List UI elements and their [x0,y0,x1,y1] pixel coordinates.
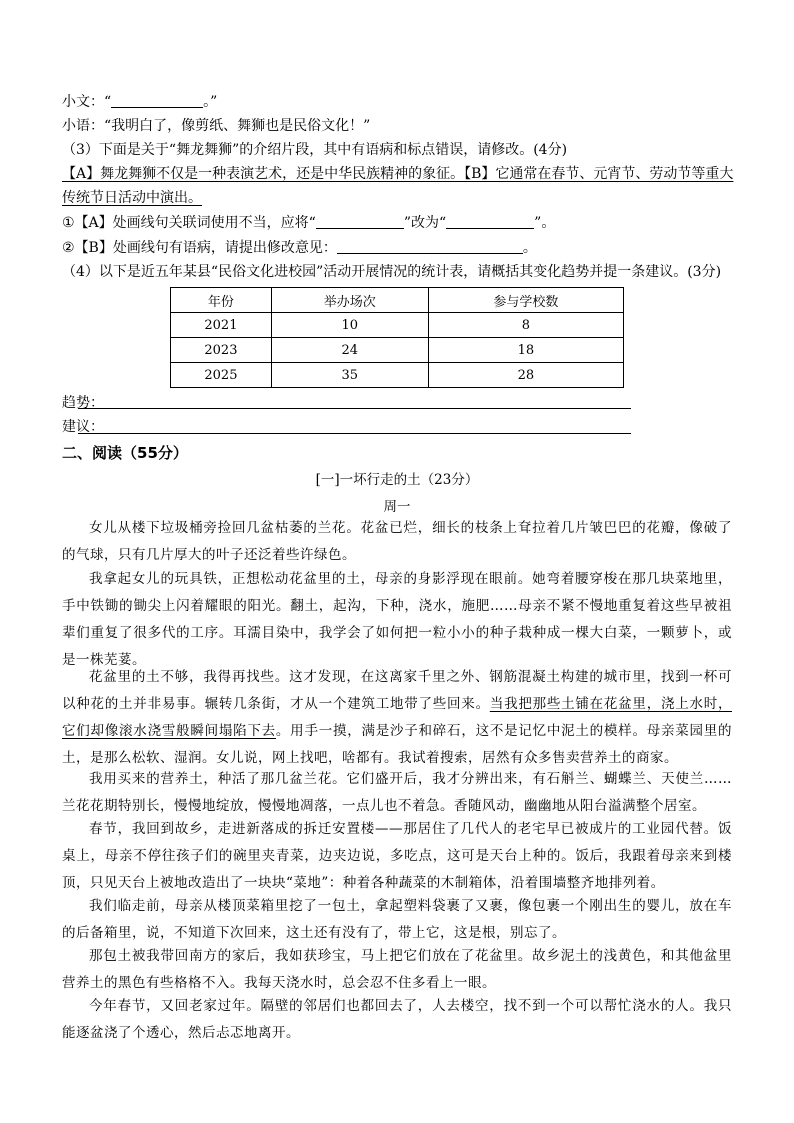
table-cell: 2025 [171,363,272,388]
article-title: [一]一坏行走的土（23分） [315,472,479,488]
xiaowen-line [62,92,217,112]
q3-a-mid: ”改为“ [403,215,447,231]
q3-a-line [62,213,555,233]
suggest-label: 建议： [62,419,104,435]
table-cell: 2021 [171,313,272,338]
table-cell: 8 [428,313,623,338]
table-cell: 35 [271,363,428,388]
table-row [171,313,624,338]
q3-b-end: 。 [522,240,537,256]
stats-table [170,287,624,388]
q3-title: （3）下面是关于“舞龙舞狮”的介绍片段，其中有语病和标点错误，请修改。(4分) [62,142,568,158]
article-paragraph-7: 那包土被我带回南方的家后，我如获珍宝，马上把它们放在了花盆里。故乡泥土的浅黄色，和其他盆里营养土的黑色有些格格不入。我每天浇水时，总会忍不住多看上一眼。 [62,948,732,991]
table-header-cell: 年份 [171,288,272,313]
xiaowen-end: 。” [203,94,218,110]
q3-b-blank[interactable] [337,239,523,254]
p3-text-b: 。用手一摸，满是沙子和碎石，这不是记忆中泥土的模样。母亲菜园里的土，是那么松软、湿润。女儿说，网上找吧，啥都有。我试着搜索，居然有众多售卖营养土的商家。 [62,723,733,766]
xiaowen-text: 小文：“ [62,94,112,110]
article-paragraph-1: 女儿从楼下垃圾桶旁捡回几盆枯萎的兰花。花盆已烂，细长的枝条上耷拉着几片皱巴巴的花瓣，像破了的气球，只有几片厚大的叶子还泛着些许绿色。 [62,520,732,563]
table-row [171,338,624,363]
q3-a-end: ”。 [534,215,556,231]
article-paragraph-6: 我们临走前，母亲从楼顶菜箱里挖了一包土，拿起塑料袋裹了又裹，像包裹一个刚出生的婴儿，放在车的后备箱里，说，不知道下次回来，这土还有没有了，带上它，这是根，别忘了。 [62,898,732,941]
q3-a-blank-1[interactable] [316,214,404,229]
table-cell: 2023 [171,338,272,363]
table-cell: 10 [271,313,428,338]
q4-title: （4）以下是近五年某县“民俗文化进校园”活动开展情况的统计表，请概括其变化趋势并提一条建议。(3分) [62,264,722,280]
q3-a-prefix: ①【A】处画线句关联词使用不当，应将“ [62,215,316,231]
xiaoyu-line: 小语：“我明白了，像剪纸、舞狮也是民俗文化！” [62,118,371,134]
table-cell: 28 [428,363,623,388]
table-header-cell: 举办场次 [271,288,428,313]
article-author: 周一 [383,499,411,515]
article-paragraph-3 [62,664,732,772]
table-row [171,363,624,388]
trend-label: 趋势： [62,395,104,411]
q3-b-prefix: ②【B】处画线句有语病，请提出修改意见： [62,240,337,256]
table-header-row [171,288,624,313]
q3-passage-line1: 【A】舞龙舞狮不仅是一种表演艺术，还是中华民族精神的象征。【B】它通常在春节、元宵节、劳动节等重大 [62,166,734,182]
p3-underlined-sentence: 当我把那些土铺在花盆里，浇上水时，它们却像滚水浇雪般瞬间塌陷下去 [62,696,733,739]
answer-blank[interactable] [111,93,203,108]
article-paragraph-4: 我用买来的营养土，种活了那几盆兰花。它们盛开后，我才分辨出来，有石斛兰、蝴蝶兰、天使兰……兰花花期特别长，慢慢地绽放，慢慢地凋落，一点儿也不着急。香随风动，幽幽地从阳台溢满整个居室。 [62,771,732,814]
table-header-cell: 参与学校数 [428,288,623,313]
article-paragraph-5: 春节，我回到故乡，走进新落成的拆迁安置楼——那居住了几代人的老宅早已被成片的工业园代替。饭桌上，母亲不停往孩子们的碗里夹青菜，边夹边说，多吃点，这可是天台上种的。饭后，我跟着母亲来到楼顶，只见天台上被地改造出了一块块“菜地”：种着各种蔬菜的木制箱体，沿着围墙整齐地排列着。 [62,821,732,891]
trend-answer-line[interactable] [78,408,631,409]
suggest-answer-line[interactable] [78,433,631,434]
q3-a-blank-2[interactable] [446,214,534,229]
article-paragraph-8: 今年春节，又回老家过年。隔壁的邻居们也都回去了，人去楼空，找不到一个可以帮忙浇水的人。我只能逐盆浇了个透心，然后忐忑地离开。 [62,998,732,1041]
article-paragraph-2: 我拿起女儿的玩具铁，正想松动花盆里的土，母亲的身影浮现在眼前。她弯着腰穿梭在那几块菜地里，手中铁锄的锄尖上闪着耀眼的阳光。翻土，起沟，下种，浇水，施肥……母亲不紧不慢地重复着这些早被祖辈们重复了很多代的工序。耳濡目染中，我学会了如何把一粒小小的种子栽种成一棵大白菜，一颗萝卜，或是一株芜荽。 [62,571,732,668]
p3-text-a: 花盆里的土不够，我得再找些。这才发现，在这离家千里之外、钢筋混凝土构建的城市里，找到一杯可以种花的土并非易事。辗转几条街，才从一个建筑工地带了些回来。 [62,669,732,712]
q3-b-line [62,238,537,258]
table-cell: 24 [271,338,428,363]
q3-passage-line2: 传统节日活动中演出。 [62,190,202,206]
section-heading: 二、阅读（55分） [62,444,188,462]
table-cell: 18 [428,338,623,363]
